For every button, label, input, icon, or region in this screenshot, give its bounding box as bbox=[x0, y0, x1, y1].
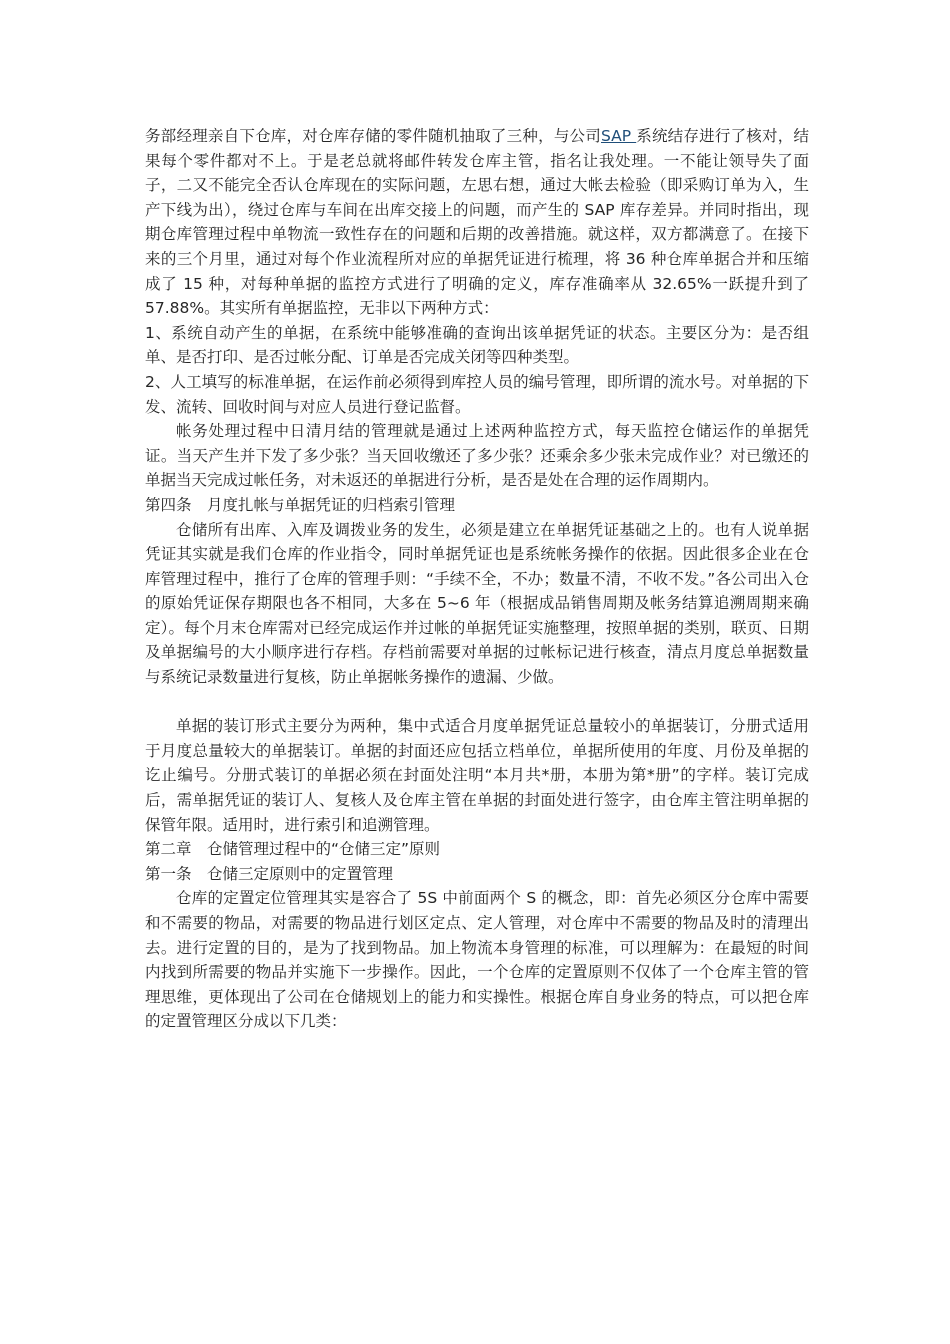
chapter-heading: 第二章 仓储管理过程中的“仓储三定”原则 bbox=[145, 840, 441, 859]
section-heading: 第四条 月度扎帐与单据凭证的归档索引管理 bbox=[145, 495, 456, 514]
list-item-1: 1、系统自动产生的单据，在系统中能够准确的查询出该单据凭证的状态。主要区分为：是否组单、是否打印、是否过帐分配、订单是否完成关闭等四种类型。 bbox=[145, 323, 809, 367]
document-body bbox=[145, 124, 809, 1034]
section-heading: 第一条 仓储三定原则中的定置管理 bbox=[145, 864, 394, 883]
paragraph-text: 系统结存进行了核对，结果每个零件都对不上。于是老总就将邮件转发仓库主管，指名让我处理。一不能让领导失了面子，二又不能完全否认仓库现在的实际问题，左思右想，通过大帐去检验（即采购订单为入，生产下线为出），绕过仓库与车间在出库交接上的问题，而产生的 SAP 库存差异。并同时指出，现期仓库管理过程中单物流一致性存在的问题和后期的改善措施。就这样，双方都满意了。在接下来的三个月里，通过对每个作业流程所对应的单据凭证进行梳理，将 36 种仓库单据合并和压缩成了 15 种，对每种单据的监控方式进行了明确的定义，库存准确率从 32.65%一跃提升到了 57.88%。其实所有单据监控，无非以下两种方式： bbox=[145, 127, 809, 318]
sap-link[interactable]: SAP bbox=[601, 127, 637, 145]
paragraph-2: 帐务处理过程中日清月结的管理就是通过上述两种监控方式，每天监控仓储运作的单据凭证。当天产生并下发了多少张？当天回收缴还了多少张？还乘余多少张未完成作业？对已缴还的单据当天完成过帐任务，对未返还的单据进行分析，是否是处在合理的运作周期内。 bbox=[145, 422, 809, 490]
paragraph-5: 仓库的定置定位管理其实是容合了 5S 中前面两个 S 的概念，即：首先必须区分仓库中需要和不需要的物品，对需要的物品进行划区定点、定人管理，对仓库中不需要的物品及时的清理出去。进行定置的目的，是为了找到物品。加上物流本身管理的标准，可以理解为：在最短的时间内找到所需要的物品并实施下一步操作。因此，一个仓库的定置原则不仅体了一个仓库主管的管理思维，更体现出了公司在仓储规划上的能力和实操性。根据仓库自身业务的特点，可以把仓库的定置管理区分成以下几类： bbox=[145, 889, 809, 1031]
paragraph-text: 务部经理亲自下仓库，对仓库存储的零件随机抽取了三种，与公司 bbox=[145, 127, 601, 145]
blank-line bbox=[145, 690, 809, 715]
paragraph-4: 单据的装订形式主要分为两种，集中式适合月度单据凭证总量较小的单据装订，分册式适用于月度总量较大的单据装订。单据的封面还应包括立档单位，单据所使用的年度、月份及单据的讫止编号。分册式装订的单据必须在封面处注明“本月共*册，本册为第*册”的字样。装订完成后，需单据凭证的装订人、复核人及仓库主管在单据的封面处进行签字，由仓库主管注明单据的保管年限。适用时，进行索引和追溯管理。 bbox=[145, 717, 809, 834]
list-item-2: 2、人工填写的标准单据，在运作前必须得到库控人员的编号管理，即所谓的流水号。对单据的下发、流转、回收时间与对应人员进行登记监督。 bbox=[145, 372, 809, 416]
paragraph-3: 仓储所有出库、入库及调拨业务的发生，必须是建立在单据凭证基础之上的。也有人说单据凭证其实就是我们仓库的作业指令，同时单据凭证也是系统帐务操作的依据。因此很多企业在仓库管理过程中，推行了仓库的管理手则：“手续不全，不办；数量不清，不收不发。”各公司出入仓的原始凭证保存期限也各不相同，大多在 5~6 年（根据成品销售周期及帐务结算追溯周期来确定）。每个月末仓库需对已经完成运作并过帐的单据凭证实施整理，按照单据的类别，联页、日期及单据编号的大小顺序进行存档。存档前需要对单据的过帐标记进行核查，清点月度总单据数量与系统记录数量进行复核，防止单据帐务操作的遗漏、少做。 bbox=[145, 520, 809, 687]
paragraph-1 bbox=[145, 124, 809, 321]
